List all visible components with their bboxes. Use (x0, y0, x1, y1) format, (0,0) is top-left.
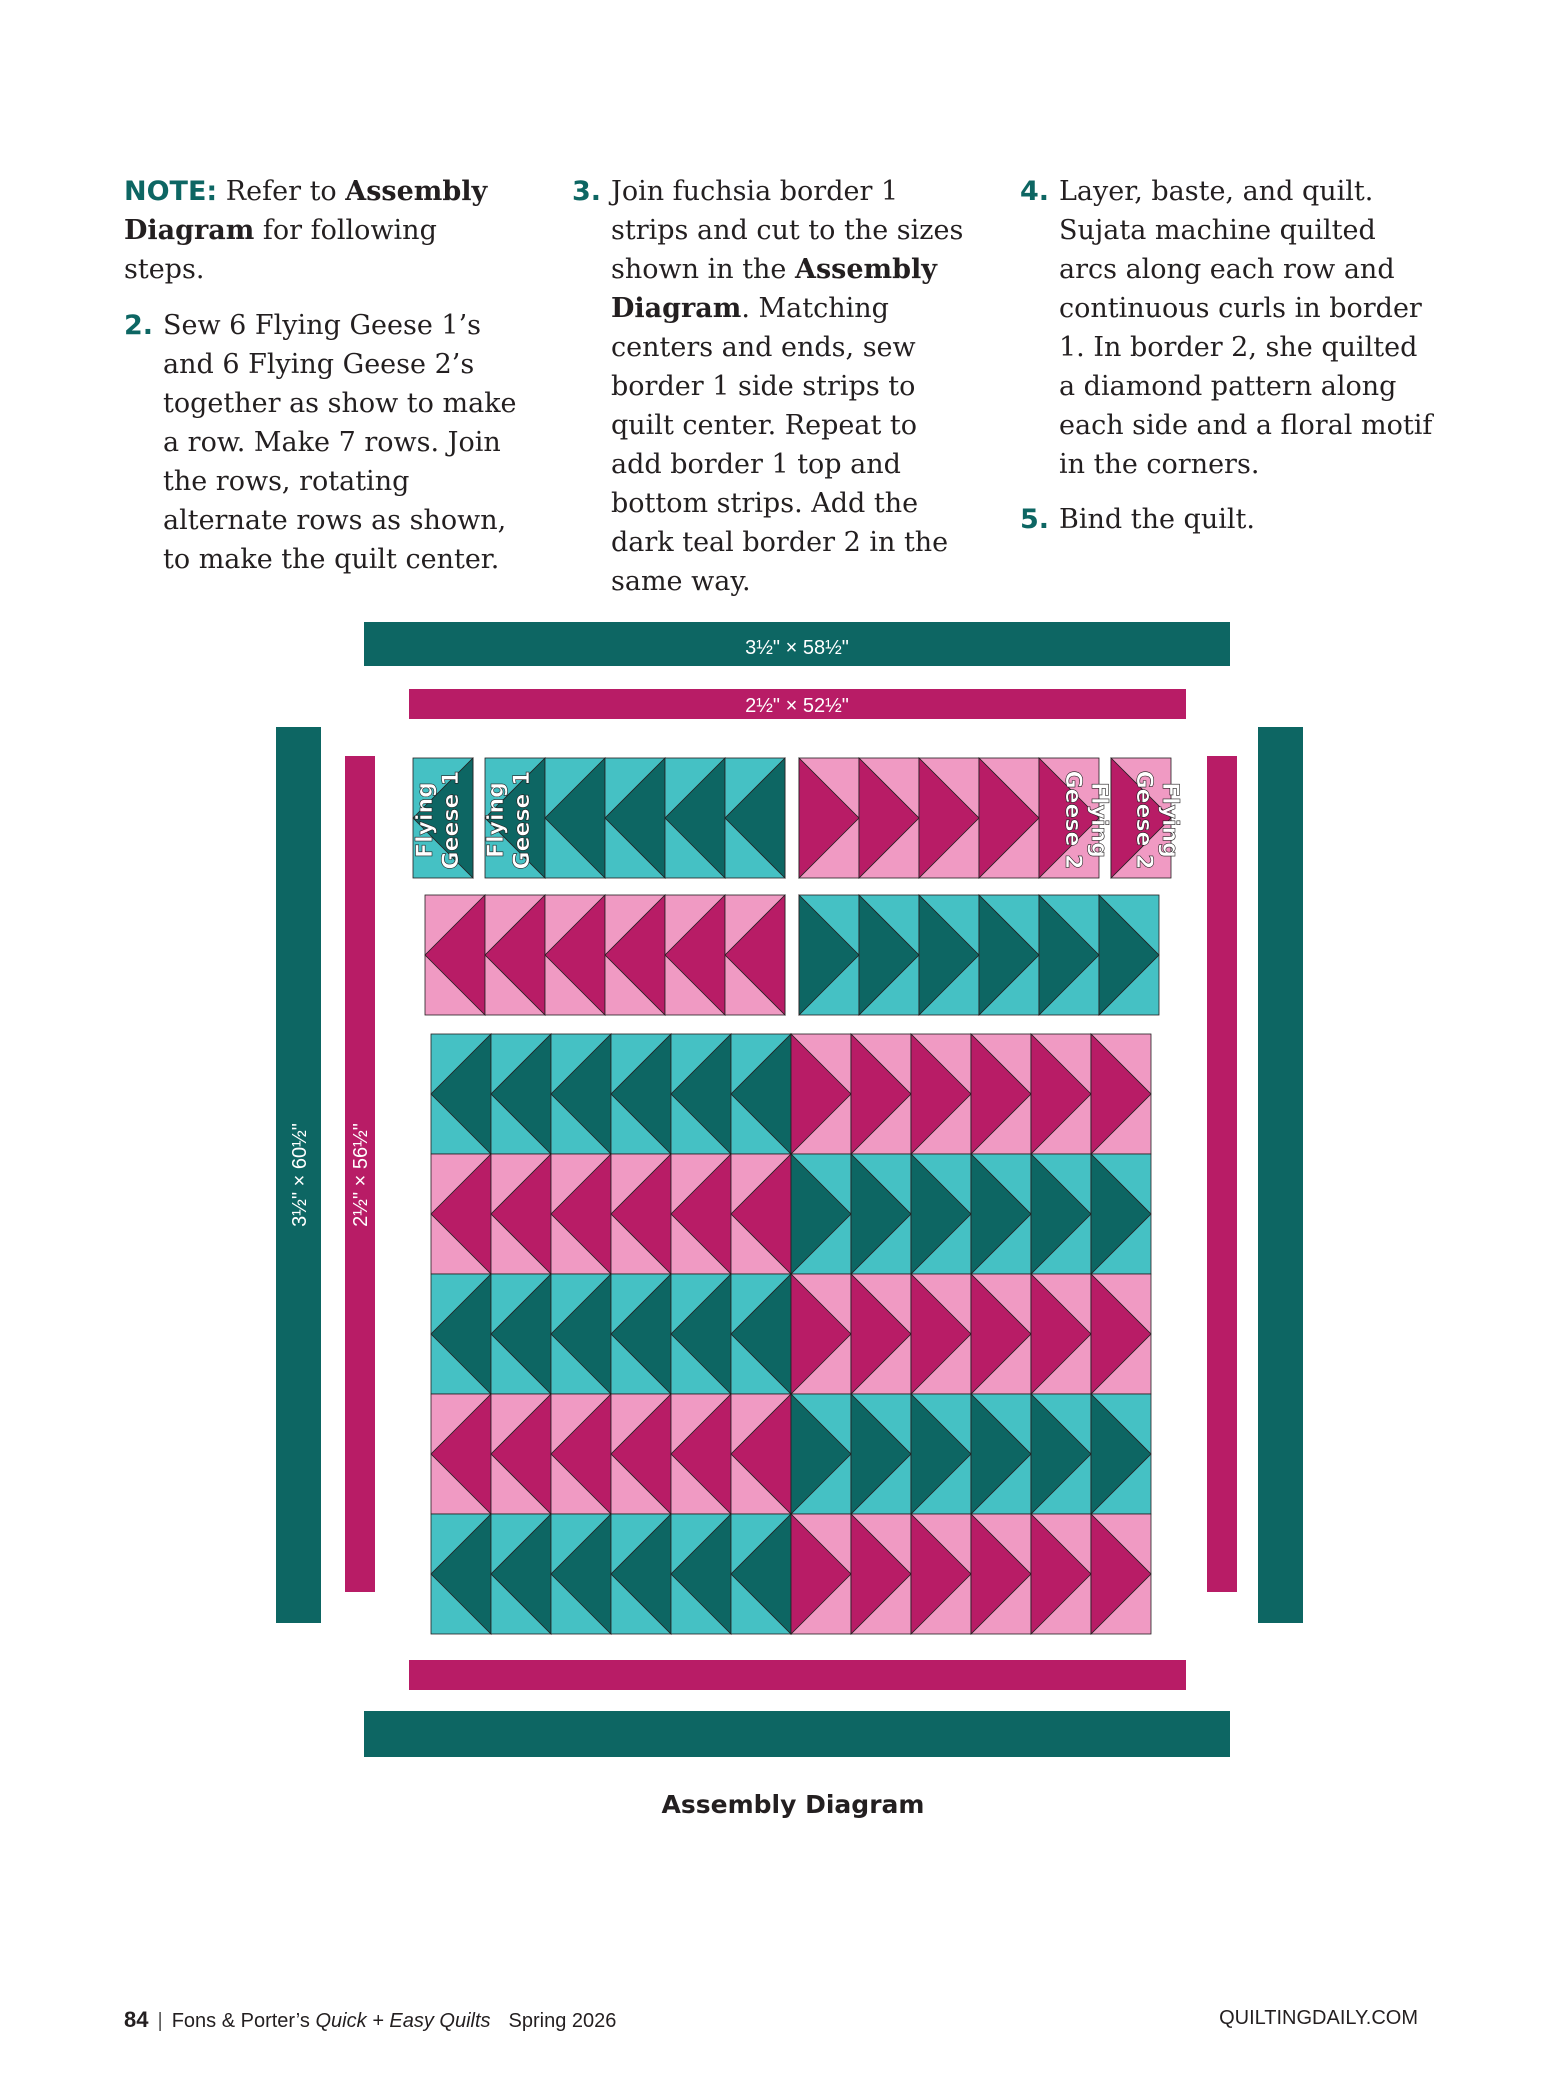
footer-left (124, 2007, 616, 2033)
border-2-top-size: 3½" × 58½" (745, 637, 849, 659)
flying-geese-1-label-a (413, 771, 464, 870)
magazine-name: Fons & Porter’s (171, 2010, 316, 2032)
magazine-name-italic: Quick + Easy Quilts (315, 2010, 491, 2032)
flying-geese-1-label-b (484, 771, 535, 870)
unit-label-line-2: Geese 2 (1131, 770, 1156, 870)
note-text-2: for following steps. (124, 215, 437, 285)
border-1-side-size: 2½" × 56½" (350, 1123, 372, 1227)
unit-label-line-1: Flying (484, 782, 509, 858)
step-text-2: . Matching centers and ends, sew border 1 side strips to quilt center. Repeat to add border 1 top and bottom strips. Add the dark teal border 2 in the same way. (611, 293, 949, 597)
border-2-right (1258, 727, 1303, 1623)
note-text-1: Refer to (217, 176, 346, 207)
unit-labels (413, 771, 1182, 870)
unit-label-line-2: Geese 1 (439, 770, 464, 870)
diagram-caption: Assembly Diagram (661, 1790, 925, 1819)
note-label: NOTE: (124, 176, 218, 207)
flying-geese-2-label-a (1060, 771, 1111, 870)
quilt-blocks (413, 758, 1171, 1634)
step-number: 4. (1020, 176, 1050, 207)
border-2-side-size: 3½" × 60½" (289, 1123, 311, 1227)
step-text: Layer, baste, and quilt. Sujata machine quilted arcs along each row and continuous curls in border 1. In border 2, she quilted a diamond pattern along each side and a floral motif in the corners. (1059, 176, 1433, 480)
step-number: 3. (572, 176, 602, 207)
footer-site: QUILTINGDAILY.COM (1219, 2007, 1418, 2029)
step-bold: Assembly Diagram (611, 254, 937, 324)
flying-geese-2-label-b (1131, 771, 1182, 870)
footer-separator: | (157, 2010, 163, 2032)
step-text: Bind the quilt. (1059, 504, 1255, 535)
note-bold: Assembly Diagram (124, 176, 488, 246)
border-2-bottom (364, 1711, 1230, 1757)
border-1-top-size: 2½" × 52½" (745, 695, 849, 717)
unit-label-line-1: Flying (1157, 782, 1182, 858)
step-number: 5. (1020, 504, 1050, 535)
unit-label-line-1: Flying (413, 782, 438, 858)
border-1-bottom (409, 1660, 1186, 1690)
step-number: 2. (124, 310, 154, 341)
step-text-1: Join fuchsia border 1 strips and cut to the sizes shown in the (611, 176, 964, 285)
unit-label-line-2: Geese 1 (510, 770, 535, 870)
unit-label-line-2: Geese 2 (1060, 770, 1085, 870)
issue: Spring 2026 (508, 2010, 617, 2032)
page-number: 84 (124, 2007, 149, 2032)
border-1-right (1207, 756, 1237, 1592)
unit-label-line-1: Flying (1086, 782, 1111, 858)
step-text: Sew 6 Flying Geese 1’s and 6 Flying Geese 2’s together as show to make a row. Make 7 rows. Join the rows, rotating alternate rows as shown, to make the quilt center. (163, 310, 517, 575)
